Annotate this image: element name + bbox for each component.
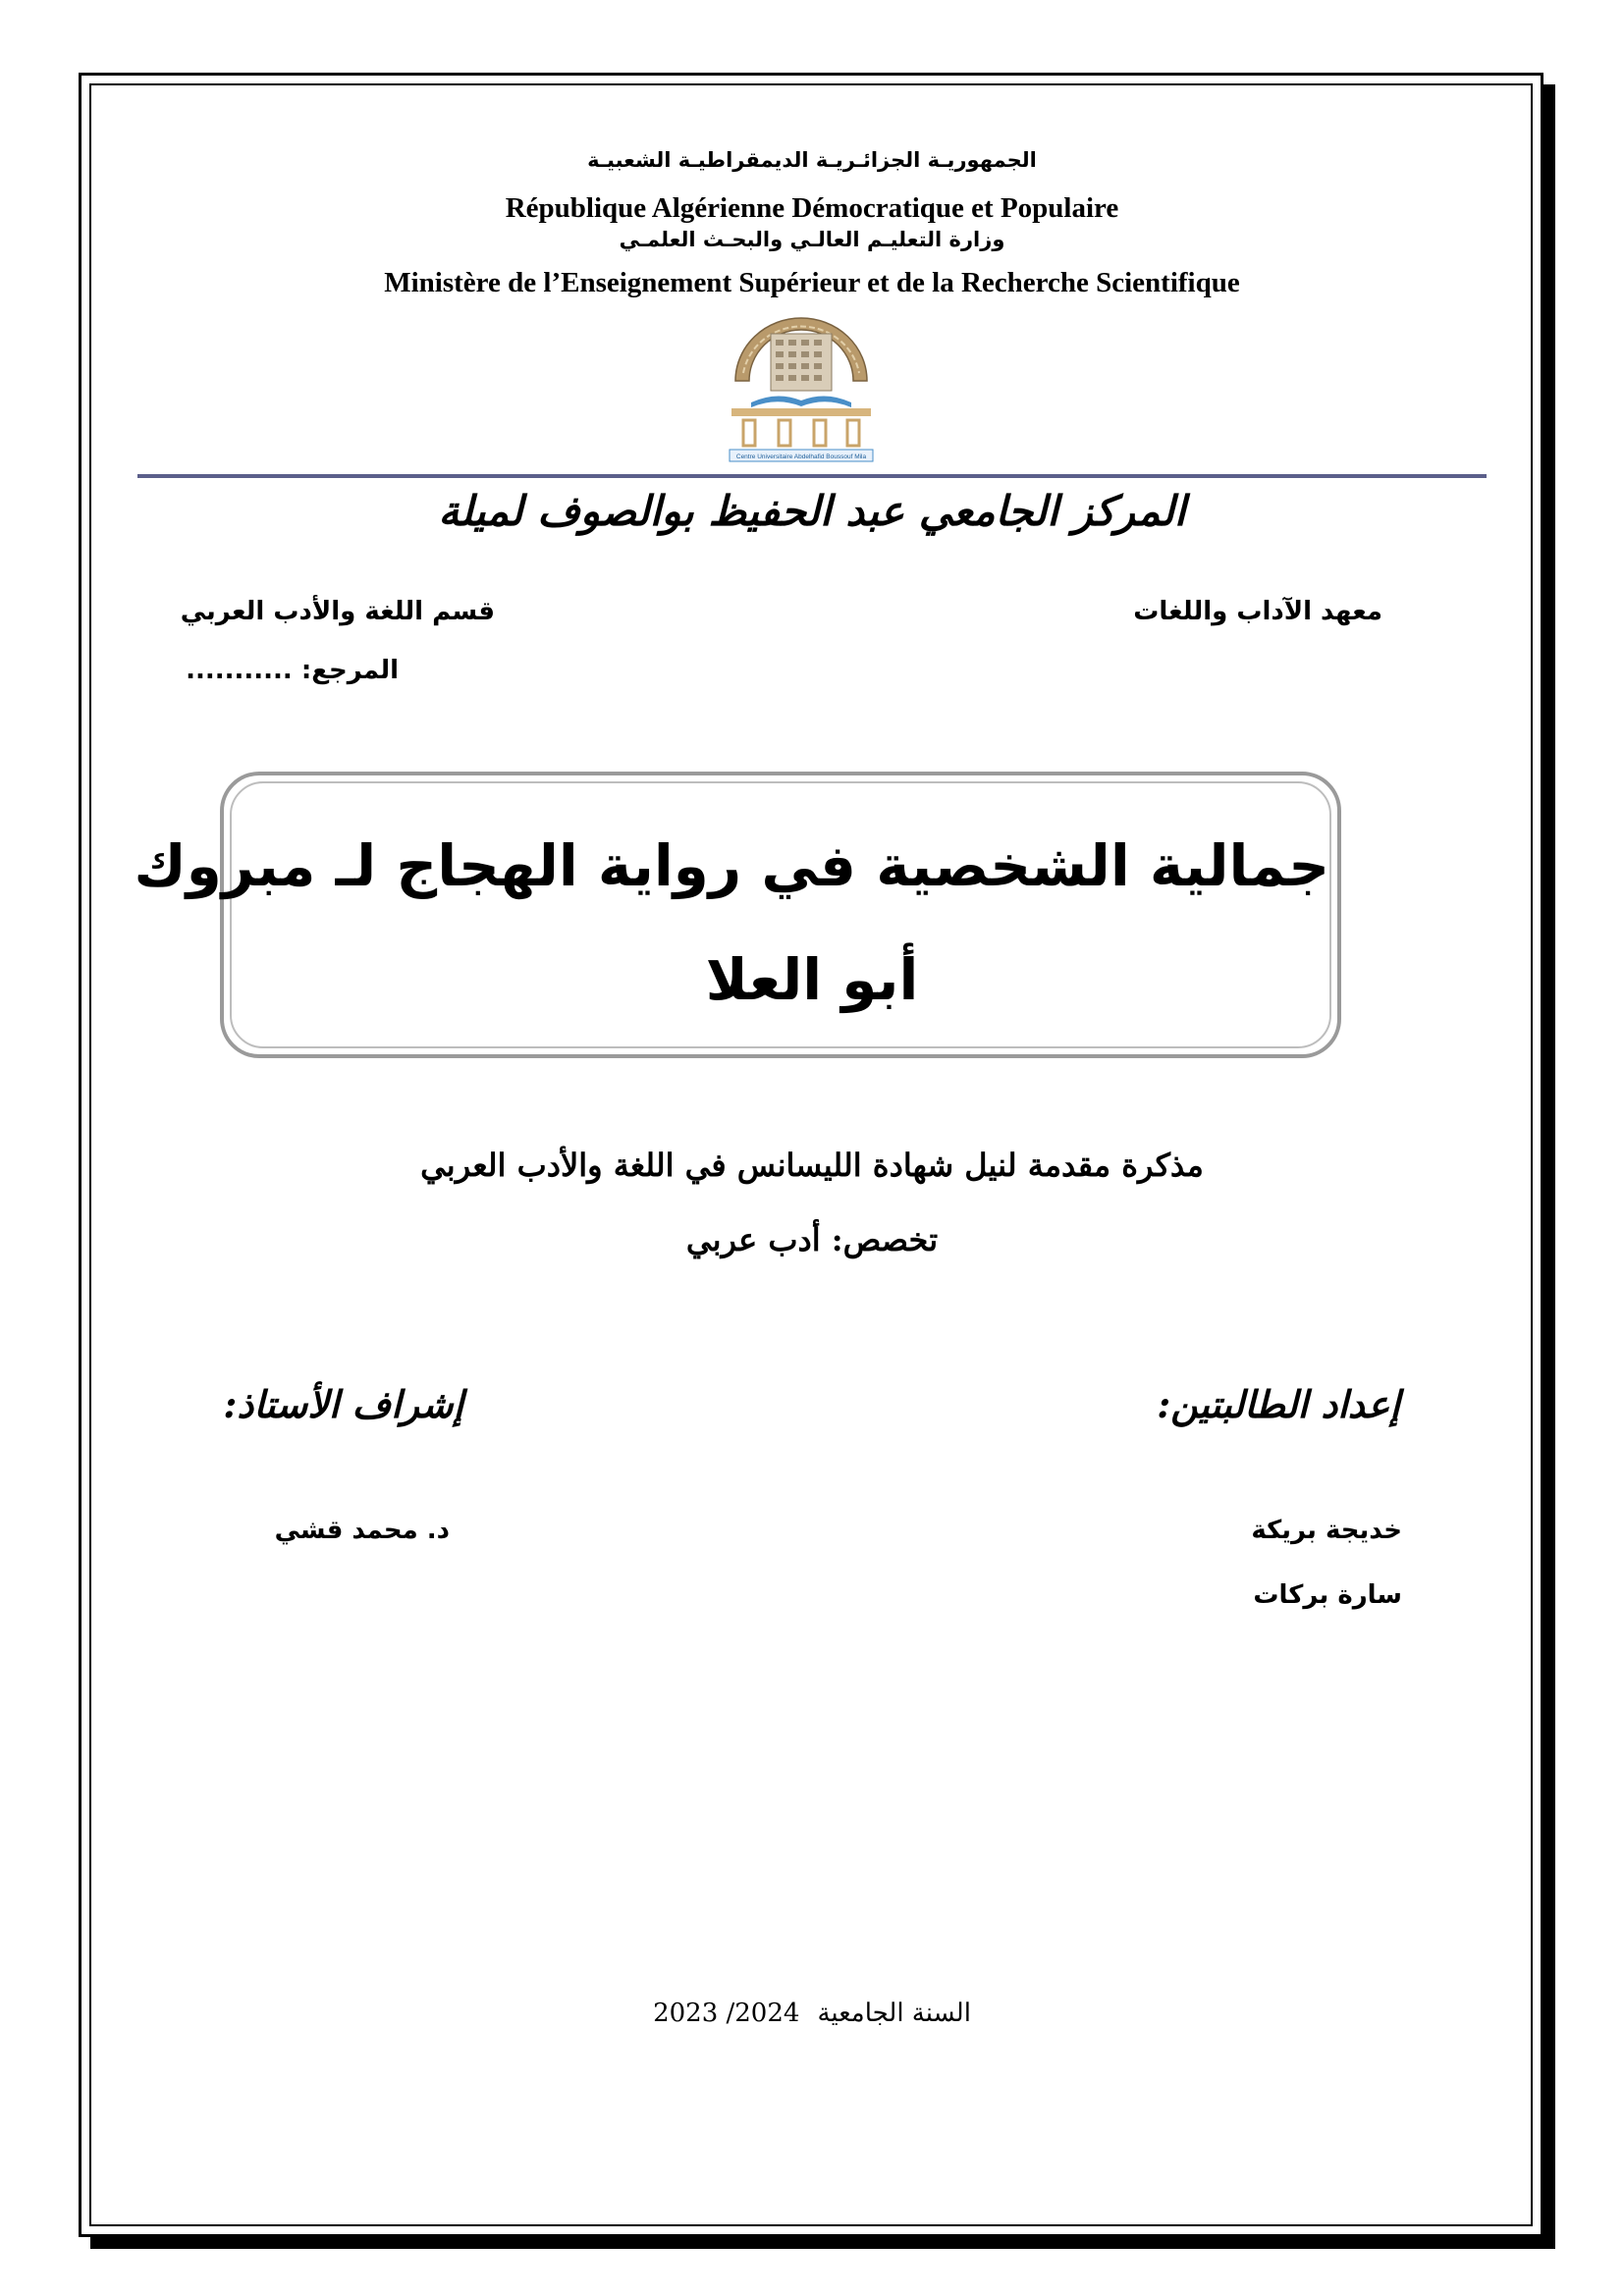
header-rule — [137, 474, 1487, 478]
students-heading: إعداد الطالبتين: — [1157, 1382, 1400, 1426]
academic-year-label: السنة الجامعية — [817, 1999, 971, 2028]
logo-caption: Centre Universitaire Abdelhafid Boussouf Mila — [735, 454, 867, 460]
student-name: سارة بركات — [1253, 1580, 1402, 1610]
institute-label: معهد الآداب واللغات — [1133, 597, 1382, 626]
ministry-arabic: وزارة التعليـم العالـي والبحـث العلمـي — [619, 228, 1005, 251]
memo-description: مذكرة مقدمة لنيل شهادة الليسانس في اللغة والأدب العربي — [420, 1147, 1204, 1184]
university-name: المركز الجامعي عبد الحفيظ بوالصوف لميلة — [438, 487, 1186, 535]
title-box — [134, 772, 1341, 1058]
academic-year-value: 2023 /2024 — [653, 1999, 800, 2028]
thesis-title-line-2: أبو العلا — [705, 946, 919, 1013]
thesis-title-line-1: جمالية الشخصية في رواية الهجاج لـ مبروك — [134, 832, 1329, 899]
republic-french: République Algérienne Démocratique et Populaire — [505, 192, 1119, 224]
republic-arabic: الجمهوريـة الجزائـريـة الديمقراطيـة الشعبيـة — [587, 148, 1037, 172]
supervisor-name: د. محمد قشي — [274, 1516, 450, 1545]
academic-year — [0, 1999, 1624, 2028]
specialty-label: تخصص: أدب عربي — [685, 1221, 939, 1258]
department-label: قسم اللغة والأدب العربي — [180, 597, 495, 626]
reference-label: المرجع: ........... — [186, 656, 399, 685]
ministry-french: Ministère de l’Enseignement Supérieur et de la Recherche Scientifique — [384, 267, 1240, 298]
student-name: خديجة بريكة — [1251, 1516, 1402, 1545]
supervisor-heading: إشراف الأستاذ: — [223, 1382, 463, 1426]
university-logo — [722, 312, 881, 467]
